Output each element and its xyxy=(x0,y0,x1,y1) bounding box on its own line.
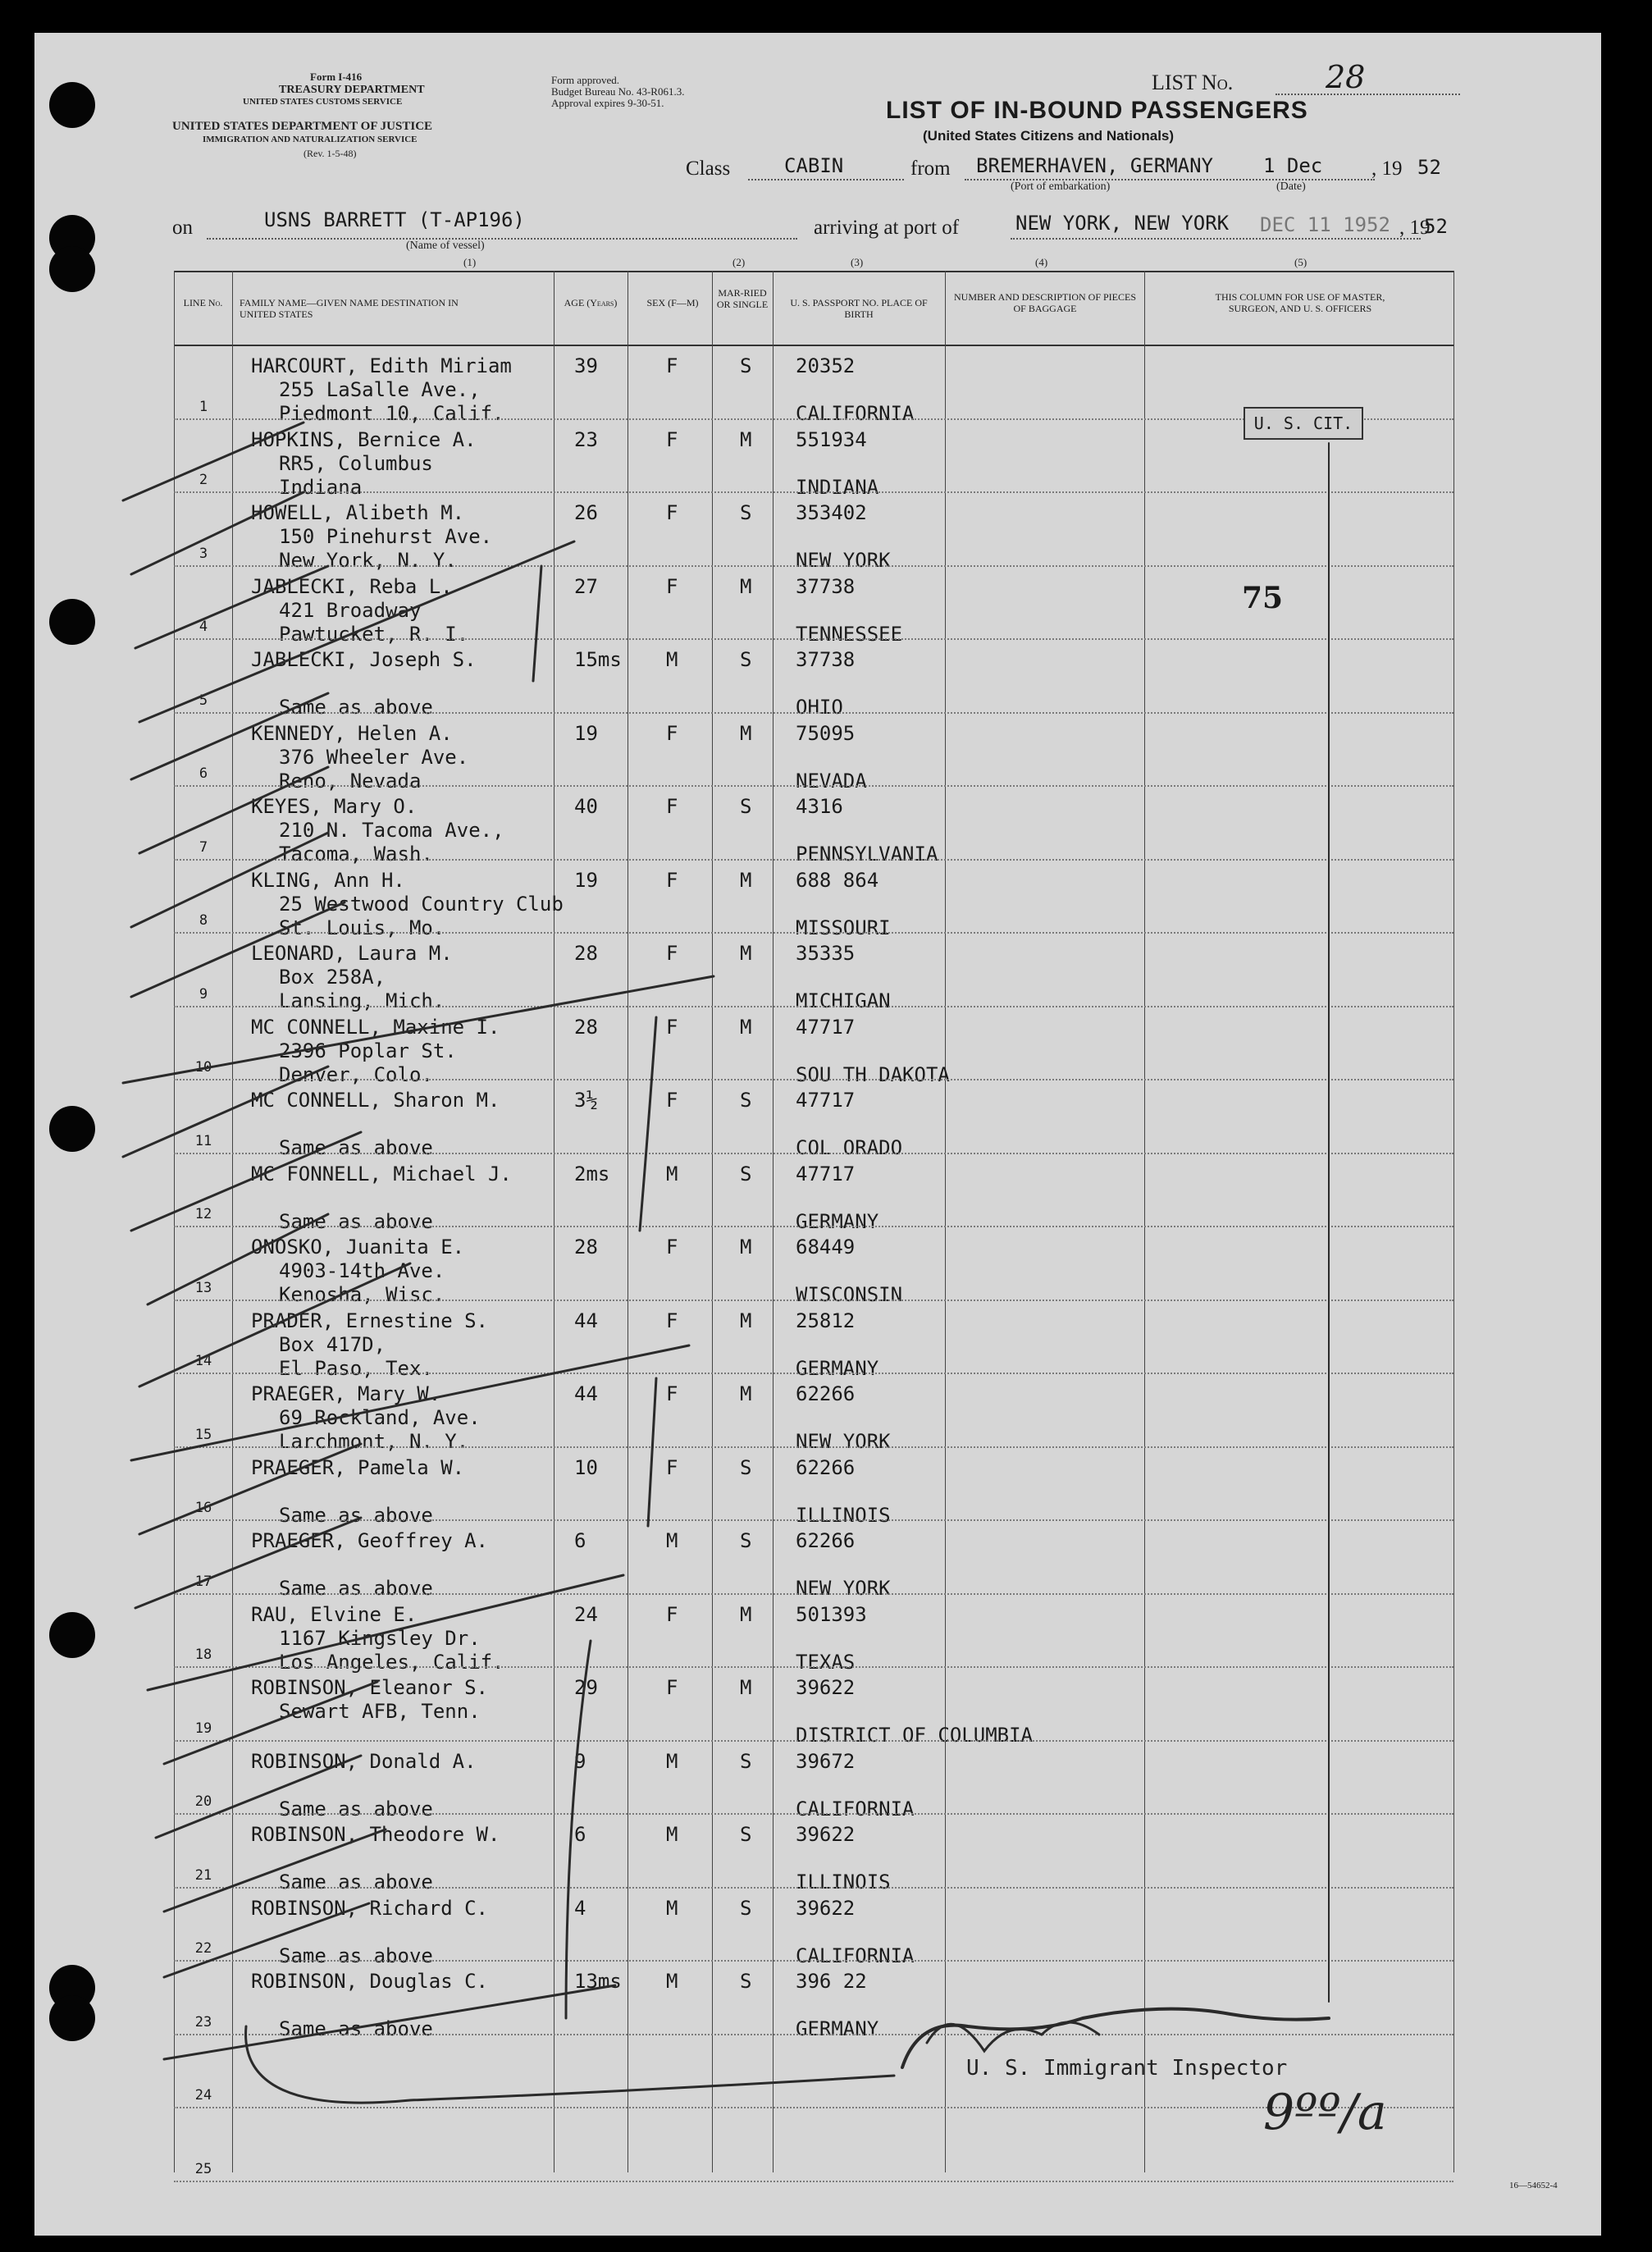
check-mark xyxy=(131,833,328,927)
list-number-label: LIST No. xyxy=(1152,71,1234,94)
passenger-marital-status: M xyxy=(740,1236,752,1258)
passenger-sex: M xyxy=(666,1896,678,1920)
line-number: 23 xyxy=(194,2013,212,2030)
place-of-birth: NEW YORK xyxy=(796,549,891,572)
check-mark xyxy=(139,1444,361,1534)
passenger-sex: F xyxy=(666,1676,678,1699)
passenger-marital-status: M xyxy=(740,868,752,892)
passenger-age: 28 xyxy=(574,1236,598,1258)
line-number: 13 xyxy=(194,1279,212,1296)
col-number-3: (3) xyxy=(851,256,864,268)
check-mark xyxy=(131,693,328,779)
bracket xyxy=(640,1017,656,1231)
place-of-birth: TENNESSEE xyxy=(796,622,903,646)
class-value: CABIN xyxy=(784,154,844,177)
passenger-address: 210 N. Tacoma Ave., xyxy=(279,819,504,842)
line-number: 8 xyxy=(199,912,208,929)
passenger-city: Kenosha, Wisc. xyxy=(279,1283,445,1306)
form-approved: Form approved. xyxy=(551,74,620,86)
passenger-marital-status: M xyxy=(740,1602,752,1626)
vessel-name: USNS BARRETT (T-AP196) xyxy=(264,208,525,231)
col-number-5: (5) xyxy=(1294,256,1307,268)
passenger-age: 9 xyxy=(574,1749,586,1773)
passenger-marital-status: S xyxy=(740,501,752,524)
passenger-address: 1167 Kingsley Dr. xyxy=(279,1626,481,1650)
passenger-name: MC FONNELL, Michael J. xyxy=(251,1162,512,1185)
passport-number: 68449 xyxy=(796,1236,856,1258)
passenger-age: 28 xyxy=(574,1015,598,1039)
passenger-marital-status: S xyxy=(740,1970,752,1993)
place-of-birth: WISCONSIN xyxy=(796,1283,903,1306)
passport-number: 62266 xyxy=(796,1455,856,1479)
passenger-name: ROBINSON, Douglas C. xyxy=(251,1970,488,1993)
passenger-sex: F xyxy=(666,942,678,965)
passport-number: 62266 xyxy=(796,1382,856,1405)
col-number-2: (2) xyxy=(732,256,746,268)
check-mark xyxy=(123,976,714,1083)
class-label: Class xyxy=(686,158,731,180)
passenger-name: ONOSKO, Juanita E. xyxy=(251,1236,465,1258)
inspector-title: U. S. Immigrant Inspector xyxy=(966,2056,1288,2081)
place-of-birth: OHIO xyxy=(796,696,843,719)
header-line-no: LINE No. xyxy=(183,297,223,308)
passenger-name: PRADER, Ernestine S. xyxy=(251,1309,488,1332)
passenger-age: 44 xyxy=(574,1382,598,1405)
line-number: 1 xyxy=(199,398,208,415)
passenger-city: Indiana xyxy=(279,475,363,499)
passenger-city: Piedmont 10, Calif. xyxy=(279,402,504,425)
passenger-sex: F xyxy=(666,1309,678,1332)
passenger-marital-status: M xyxy=(740,1015,752,1039)
place-of-birth: MICHIGAN xyxy=(796,989,891,1012)
passenger-sex: F xyxy=(666,1455,678,1479)
passenger-address: RR5, Columbus xyxy=(279,451,433,475)
passport-number: 47717 xyxy=(796,1162,856,1185)
passenger-sex: F xyxy=(666,1602,678,1626)
passenger-sex: M xyxy=(666,1162,678,1185)
passenger-city: Same as above xyxy=(279,1797,433,1820)
passport-number: 25812 xyxy=(796,1309,856,1332)
approval-expires: Approval expires 9-30-51. xyxy=(551,97,664,109)
passenger-sex: M xyxy=(666,1970,678,1993)
passenger-marital-status: S xyxy=(740,1823,752,1846)
passport-number: 688 864 xyxy=(796,868,879,892)
place-of-birth: GERMANY xyxy=(796,1356,879,1380)
passenger-sex: F xyxy=(666,354,678,377)
passenger-name: MC CONNELL, Maxine I. xyxy=(251,1015,500,1039)
place-of-birth: ILLINOIS xyxy=(796,1503,891,1527)
passenger-city: Same as above xyxy=(279,696,433,719)
passenger-name: PRAEGER, Geoffrey A. xyxy=(251,1529,488,1552)
passport-number: 62266 xyxy=(796,1529,856,1552)
passenger-sex: M xyxy=(666,1529,678,1552)
passenger-marital-status: M xyxy=(740,427,752,451)
check-mark xyxy=(139,541,574,722)
passenger-city: Same as above xyxy=(279,1209,433,1233)
passport-number: 39672 xyxy=(796,1749,856,1773)
passport-number: 39622 xyxy=(796,1676,856,1699)
passenger-marital-status: S xyxy=(740,1455,752,1479)
check-mark xyxy=(131,902,345,997)
header-baggage: NUMBER AND DESCRIPTION OF PIECES OF BAGGAGE xyxy=(953,291,1137,314)
passenger-marital-status: S xyxy=(740,354,752,377)
passenger-sex: F xyxy=(666,574,678,598)
line-number: 4 xyxy=(199,619,208,635)
place-of-birth: INDIANA xyxy=(796,475,879,499)
embarkation-year: 52 xyxy=(1417,156,1441,179)
passenger-city: Reno, Nevada xyxy=(279,769,422,793)
passenger-name: HOWELL, Alibeth M. xyxy=(251,501,465,524)
passport-number: 39622 xyxy=(796,1896,856,1920)
passenger-address: 376 Wheeler Ave. xyxy=(279,745,469,769)
passenger-sex: F xyxy=(666,721,678,745)
place-of-birth: DISTRICT OF COLUMBIA xyxy=(796,1724,1033,1747)
place-of-birth: ILLINOIS xyxy=(796,1871,891,1893)
line-number: 7 xyxy=(199,838,208,856)
passenger-age: 40 xyxy=(574,795,598,818)
passenger-sex: F xyxy=(666,1089,678,1112)
passenger-address: Box 258A, xyxy=(279,966,386,989)
passenger-age: 6 xyxy=(574,1823,586,1846)
line-number: 25 xyxy=(194,2160,212,2177)
passenger-marital-status: M xyxy=(740,1309,752,1332)
passenger-sex: F xyxy=(666,795,678,818)
year-prefix: , 19 xyxy=(1371,158,1403,180)
passenger-city: Same as above xyxy=(279,1136,433,1159)
passenger-address: 25 Westwood Country Club xyxy=(279,892,564,916)
manifest-subtitle: (United States Citizens and Nationals) xyxy=(923,128,1175,144)
passenger-age: 4 xyxy=(574,1896,586,1920)
line-number: 19 xyxy=(194,1720,212,1737)
line-number: 21 xyxy=(194,1866,212,1884)
passenger-marital-status: S xyxy=(740,1162,752,1185)
place-of-birth: NEVADA xyxy=(796,769,867,793)
passenger-name: PRAEGER, Pamela W. xyxy=(251,1455,465,1479)
passenger-name: HARCOURT, Edith Miriam xyxy=(251,354,512,377)
passenger-marital-status: M xyxy=(740,1676,752,1699)
bracket xyxy=(648,1378,656,1526)
passenger-age: 15ms xyxy=(574,648,622,671)
check-mark xyxy=(135,1518,361,1608)
line-number: 6 xyxy=(199,765,208,782)
passenger-age: 3½ xyxy=(574,1089,598,1112)
date-caption: (Date) xyxy=(1276,180,1306,193)
arrival-port: NEW YORK, NEW YORK xyxy=(1015,212,1230,235)
inspector-signature xyxy=(902,2009,1329,2067)
passenger-age: 27 xyxy=(574,574,598,598)
header-officers: THIS COLUMN FOR USE OF MASTER, SURGEON, AND U. S. OFFICERS xyxy=(1215,291,1385,314)
line-number: 22 xyxy=(194,1940,212,1957)
passenger-city: Lansing, Mich. xyxy=(279,989,445,1012)
passenger-count: 75 xyxy=(1242,581,1284,615)
line-number: 12 xyxy=(194,1206,212,1222)
place-of-birth: GERMANY xyxy=(796,1209,879,1233)
passenger-marital-status: M xyxy=(740,574,752,598)
passenger-marital-status: S xyxy=(740,795,752,818)
place-of-birth: MISSOURI xyxy=(796,916,891,939)
passport-number: 75095 xyxy=(796,721,856,745)
passport-number: 4316 xyxy=(796,795,843,818)
passenger-city: Same as above xyxy=(279,1871,433,1893)
budget-bureau: Budget Bureau No. 43-R061.3. xyxy=(551,85,685,98)
passenger-city: Pawtucket, R. I. xyxy=(279,622,469,646)
place-of-birth: COL ORADO xyxy=(796,1136,903,1159)
place-of-birth: NEW YORK xyxy=(796,1577,891,1600)
passenger-address: 4903-14th Ave. xyxy=(279,1259,445,1282)
passport-number: 396 22 xyxy=(796,1970,867,1993)
line-number: 16 xyxy=(194,1500,212,1516)
passenger-city: Same as above xyxy=(279,2017,433,2040)
passenger-marital-status: M xyxy=(740,942,752,965)
passenger-city: Same as above xyxy=(279,1944,433,1967)
passenger-age: 26 xyxy=(574,501,598,524)
passenger-city: Larchmont, N. Y. xyxy=(279,1430,469,1453)
passenger-sex: F xyxy=(666,501,678,524)
passport-number: 47717 xyxy=(796,1015,856,1039)
passenger-age: 19 xyxy=(574,868,598,892)
line-number: 2 xyxy=(199,472,208,488)
check-mark xyxy=(139,1263,410,1386)
check-mark xyxy=(135,566,328,648)
passenger-sex: F xyxy=(666,1236,678,1258)
embarkation-port: BREMERHAVEN, GERMANY xyxy=(976,154,1213,177)
check-mark xyxy=(131,492,303,574)
passenger-sex: F xyxy=(666,868,678,892)
passenger-name: ROBINSON, Eleanor S. xyxy=(251,1676,488,1699)
passport-number: 551934 xyxy=(796,427,867,451)
dept-immigration: IMMIGRATION AND NATURALIZATION SERVICE xyxy=(203,135,418,144)
passenger-name: PRAEGER, Mary W. xyxy=(251,1382,441,1405)
check-mark xyxy=(148,1575,623,1690)
passenger-marital-status: S xyxy=(740,1529,752,1552)
passenger-address: Box 417D, xyxy=(279,1332,386,1356)
place-of-birth: SOU TH DAKOTA xyxy=(796,1062,950,1086)
passenger-address: Sewart AFB, Tenn. xyxy=(279,1700,481,1723)
passenger-city: Los Angeles, Calif. xyxy=(279,1650,504,1674)
passenger-marital-status: S xyxy=(740,648,752,671)
check-mark xyxy=(164,1829,386,1912)
passenger-marital-status: S xyxy=(740,1089,752,1112)
passenger-age: 28 xyxy=(574,942,598,965)
passenger-city: Tacoma, Wash. xyxy=(279,843,433,866)
passenger-age: 13ms xyxy=(574,1970,622,1993)
bracket xyxy=(566,1641,591,2018)
passenger-name: KEYES, Mary O. xyxy=(251,795,418,818)
dept-customs: UNITED STATES CUSTOMS SERVICE xyxy=(243,97,403,107)
line-number: 10 xyxy=(194,1059,212,1076)
place-of-birth: CALIFORNIA xyxy=(796,1944,915,1967)
check-mark xyxy=(156,1756,361,1838)
header-sex: SEX (F—M) xyxy=(646,297,699,308)
passenger-name: MC CONNELL, Sharon M. xyxy=(251,1089,500,1112)
passenger-city: El Paso, Tex. xyxy=(279,1356,433,1380)
arrival-year-prefix: , 19 xyxy=(1399,217,1431,239)
col-number-4: (4) xyxy=(1035,256,1048,268)
header-passport: U. S. PASSPORT NO. PLACE OF BIRTH xyxy=(790,297,928,320)
form-number: Form I-416 xyxy=(310,71,363,83)
passenger-name: JABLECKI, Joseph S. xyxy=(251,648,477,671)
passenger-city: St. Louis, Mo. xyxy=(279,916,445,939)
passenger-age: 19 xyxy=(574,721,598,745)
passport-number: 37738 xyxy=(796,648,856,671)
passenger-name: HOPKINS, Bernice A. xyxy=(251,427,477,451)
arriving-label: arriving at port of xyxy=(814,217,960,239)
us-citizen-stamp: U. S. CIT. xyxy=(1244,407,1363,440)
passenger-city: Same as above xyxy=(279,1577,433,1600)
passenger-age: 39 xyxy=(574,354,598,377)
place-of-birth: PENNSYLVANIA xyxy=(796,843,938,866)
passport-number: 353402 xyxy=(796,501,867,524)
check-mark xyxy=(139,767,328,853)
passenger-name: LEONARD, Laura M. xyxy=(251,942,453,965)
embarkation-date: 1 Dec xyxy=(1263,154,1323,177)
passenger-name: JABLECKI, Reba L. xyxy=(251,574,453,598)
vessel-caption: (Name of vessel) xyxy=(406,240,485,252)
dept-treasury: TREASURY DEPARTMENT xyxy=(279,84,425,96)
check-mark xyxy=(148,1214,328,1304)
line-number: 9 xyxy=(199,985,208,1003)
form-revision: (Rev. 1-5-48) xyxy=(303,148,357,159)
passenger-age: 2ms xyxy=(574,1162,610,1185)
passenger-city: Denver, Colo. xyxy=(279,1062,433,1086)
on-label: on xyxy=(172,217,193,239)
passenger-address: 421 Broadway xyxy=(279,598,422,622)
passenger-name: KENNEDY, Helen A. xyxy=(251,721,453,745)
passenger-age: 29 xyxy=(574,1676,598,1699)
check-mark xyxy=(131,1345,689,1460)
fee-notation: 9ºº/a xyxy=(1263,2084,1387,2141)
from-label: from xyxy=(910,158,951,180)
list-number: 28 xyxy=(1326,59,1366,95)
line-number: 17 xyxy=(194,1573,212,1590)
line-number: 20 xyxy=(194,1793,212,1810)
place-of-birth: CALIFORNIA xyxy=(796,1797,915,1820)
passenger-marital-status: S xyxy=(740,1896,752,1920)
passenger-age: 23 xyxy=(574,427,598,451)
passenger-sex: F xyxy=(666,427,678,451)
footer-code: 16—54652-4 xyxy=(1509,2181,1558,2190)
passenger-sex: M xyxy=(666,648,678,671)
passport-number: 501393 xyxy=(796,1602,867,1626)
passenger-city: Same as above xyxy=(279,1503,433,1527)
passenger-name: ROBINSON, Donald A. xyxy=(251,1749,477,1773)
passport-number: 39622 xyxy=(796,1823,856,1846)
line-number: 15 xyxy=(194,1426,212,1443)
place-of-birth: NEW YORK xyxy=(796,1430,891,1453)
dept-justice: UNITED STATES DEPARTMENT OF JUSTICE xyxy=(172,120,433,133)
passport-number: 37738 xyxy=(796,574,856,598)
check-mark xyxy=(123,1067,328,1157)
line-number: 24 xyxy=(194,2087,212,2104)
check-mark xyxy=(164,1985,615,2059)
passenger-address: 69 Rockland, Ave. xyxy=(279,1406,481,1429)
place-of-birth: TEXAS xyxy=(796,1650,856,1674)
place-of-birth: GERMANY xyxy=(796,2017,879,2040)
passport-number: 35335 xyxy=(796,942,856,965)
passenger-name: KLING, Ann H. xyxy=(251,868,405,892)
header-name: FAMILY NAME—GIVEN NAME DESTINATION IN UNITED STATES xyxy=(240,297,459,320)
passenger-address: 255 LaSalle Ave., xyxy=(279,378,481,401)
passenger-sex: F xyxy=(666,1382,678,1405)
passenger-city: New York, N. Y. xyxy=(279,549,457,572)
passenger-name: RAU, Elvine E. xyxy=(251,1602,418,1626)
passenger-address: 2396 Poplar St. xyxy=(279,1039,457,1062)
passenger-sex: F xyxy=(666,1015,678,1039)
bracket xyxy=(533,566,541,681)
place-of-birth: CALIFORNIA xyxy=(796,402,915,425)
line-number: 11 xyxy=(194,1132,212,1149)
check-mark xyxy=(164,1682,377,1764)
arrival-year: 52 xyxy=(1424,215,1448,238)
passenger-marital-status: M xyxy=(740,1382,752,1405)
line-number: 18 xyxy=(194,1647,212,1663)
passenger-age: 10 xyxy=(574,1455,598,1479)
passenger-age: 6 xyxy=(574,1529,586,1552)
passport-number: 47717 xyxy=(796,1089,856,1112)
check-mark xyxy=(164,1903,369,1977)
col-number-1: (1) xyxy=(463,256,477,268)
header-married: MAR-RIED OR SINGLE xyxy=(716,287,769,310)
passenger-address: 150 Pinehurst Ave. xyxy=(279,525,493,548)
manifest-title: LIST OF IN-BOUND PASSENGERS xyxy=(886,97,1308,124)
line-number: 3 xyxy=(199,545,208,562)
passenger-marital-status: M xyxy=(740,721,752,745)
passenger-age: 24 xyxy=(574,1602,598,1626)
header-age: AGE (Years) xyxy=(564,297,618,308)
bracket xyxy=(246,2026,894,2103)
passenger-age: 44 xyxy=(574,1309,598,1332)
passenger-sex: M xyxy=(666,1749,678,1773)
arrival-date-stamp: DEC 11 1952 xyxy=(1260,213,1390,236)
passenger-marital-status: S xyxy=(740,1749,752,1773)
passenger-sex: M xyxy=(666,1823,678,1846)
line-number: 14 xyxy=(194,1353,212,1369)
port-embark-caption: (Port of embarkation) xyxy=(1011,180,1111,193)
line-number: 5 xyxy=(199,692,208,709)
passenger-name: ROBINSON, Theodore W. xyxy=(251,1823,500,1846)
passport-number: 20352 xyxy=(796,354,856,377)
check-mark xyxy=(123,423,303,500)
passenger-name: ROBINSON, Richard C. xyxy=(251,1896,488,1920)
